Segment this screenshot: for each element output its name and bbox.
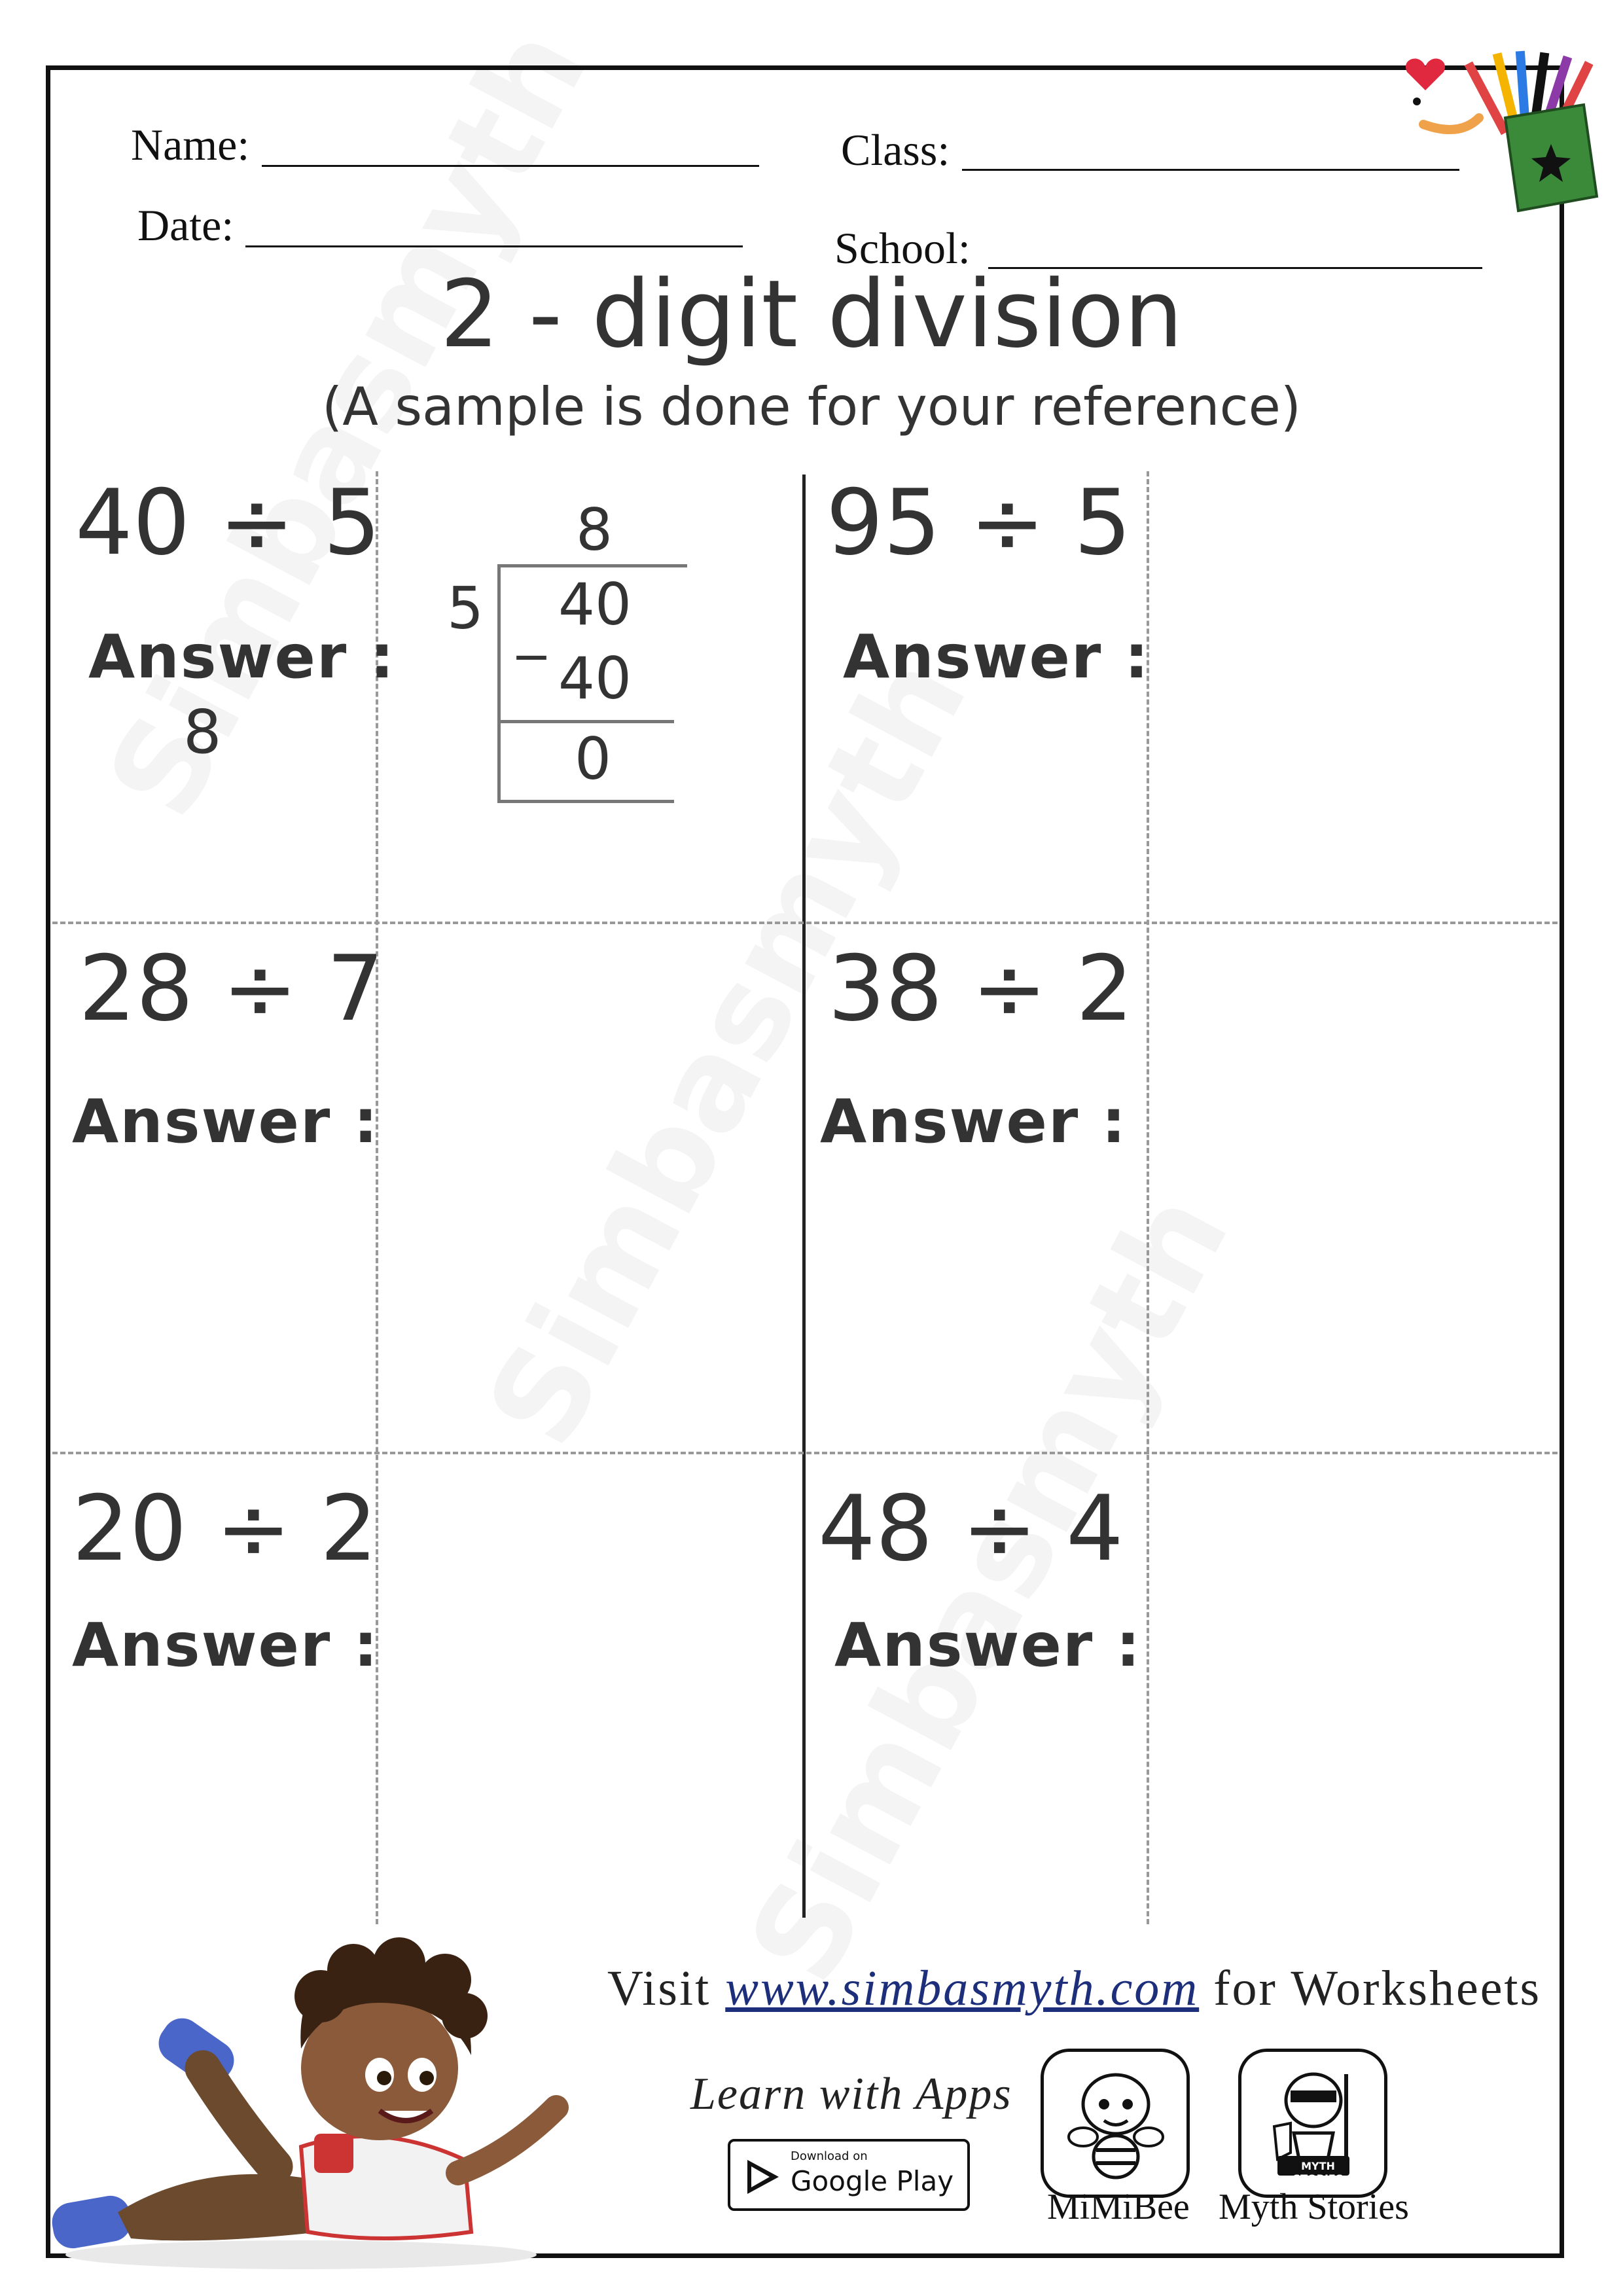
row-divider bbox=[52, 1452, 1558, 1454]
answer-value: 8 bbox=[183, 697, 222, 767]
gplay-small-text: Download on bbox=[791, 2149, 868, 2163]
mimibee-app-icon[interactable] bbox=[1041, 2049, 1190, 2198]
boy-illustration bbox=[39, 1924, 609, 2278]
date-label: Date: bbox=[137, 200, 234, 250]
myth-stories-badge-text: MYTH STORIES bbox=[1293, 2160, 1344, 2185]
visit-suffix: for Worksheets bbox=[1213, 1961, 1542, 2016]
google-play-badge[interactable] bbox=[728, 2139, 970, 2211]
row-divider bbox=[52, 922, 1558, 924]
name-label: Name: bbox=[131, 120, 250, 170]
play-store-icon bbox=[745, 2157, 781, 2197]
problem-expression: 28 ÷ 7 bbox=[79, 936, 384, 1041]
visit-text bbox=[607, 1960, 1541, 2017]
gplay-big-text: Google Play bbox=[791, 2165, 954, 2197]
problem-expression: 40 ÷ 5 bbox=[75, 470, 381, 575]
sample-dividend: 40 bbox=[558, 571, 632, 638]
learn-with-apps: Learn with Apps bbox=[690, 2069, 1012, 2119]
sample-divisor: 5 bbox=[447, 575, 484, 642]
school-label: School: bbox=[834, 223, 971, 273]
answer-label: Answer : bbox=[88, 622, 396, 692]
sample-quotient: 8 bbox=[576, 496, 613, 564]
class-field[interactable] bbox=[962, 169, 1459, 171]
class-label: Class: bbox=[841, 125, 950, 175]
pencil-cup-icon bbox=[1387, 39, 1603, 216]
problem-expression: 95 ÷ 5 bbox=[826, 470, 1132, 575]
myth-stories-label: Myth Stories bbox=[1219, 2187, 1409, 2227]
answer-label: Answer : bbox=[834, 1610, 1142, 1680]
website-link[interactable]: www.simbasmyth.com bbox=[725, 1961, 1200, 2016]
answer-label: Answer : bbox=[72, 1086, 380, 1157]
myth-stories-app-icon[interactable] bbox=[1238, 2049, 1387, 2198]
bee-icon bbox=[1063, 2065, 1168, 2183]
answer-label: Answer : bbox=[843, 622, 1150, 692]
answer-label: Answer : bbox=[72, 1610, 380, 1680]
sample-remainder: 0 bbox=[575, 725, 611, 793]
division-bracket-top bbox=[497, 564, 687, 567]
sample-minus: _ bbox=[517, 592, 546, 660]
date-field[interactable] bbox=[245, 245, 743, 247]
problem-expression: 20 ÷ 2 bbox=[72, 1476, 378, 1581]
center-divider bbox=[802, 475, 806, 1918]
division-bracket-side bbox=[497, 564, 501, 803]
problem-expression: 48 ÷ 4 bbox=[818, 1476, 1124, 1581]
division-underline bbox=[497, 720, 674, 723]
visit-prefix: Visit bbox=[607, 1961, 711, 2016]
sample-subtract: 40 bbox=[558, 645, 632, 712]
answer-label: Answer : bbox=[820, 1086, 1128, 1157]
problem-expression: 38 ÷ 2 bbox=[828, 936, 1133, 1041]
mimibee-label: MiMiBee bbox=[1047, 2187, 1190, 2227]
division-bottom bbox=[497, 800, 674, 803]
page-subtitle: (A sample is done for your reference) bbox=[321, 376, 1301, 437]
page-title: 2 - digit division bbox=[440, 260, 1183, 368]
name-field[interactable] bbox=[262, 165, 759, 167]
